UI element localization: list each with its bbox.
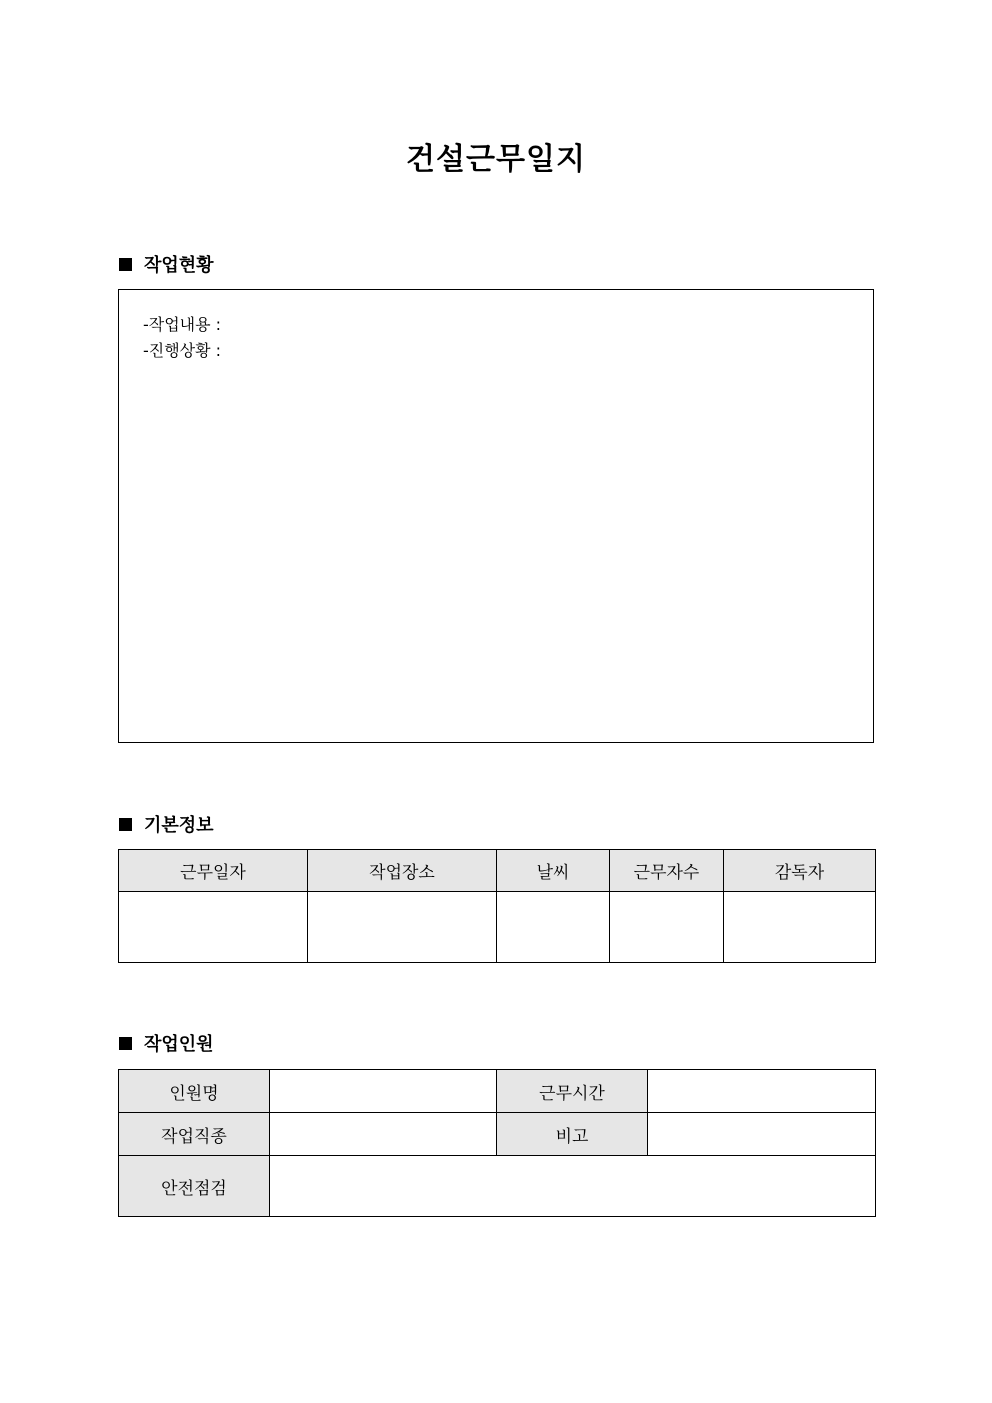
square-bullet-icon [119,818,132,831]
section-heading-label: 작업인원 [144,1034,214,1055]
work-status-box[interactable] [118,289,874,743]
cell-work-hours[interactable] [648,1070,876,1113]
section-heading-basic-info [119,811,214,837]
cell-job-type[interactable] [270,1113,497,1156]
label-remarks: 비고 [497,1113,648,1156]
section-heading-work-status [119,251,214,277]
cell-work-date[interactable] [119,892,308,963]
cell-work-site[interactable] [308,892,497,963]
cell-worker-count[interactable] [610,892,724,963]
column-header-work-date: 근무일자 [119,850,308,892]
cell-supervisor[interactable] [724,892,876,963]
basic-info-table [118,849,876,963]
document-title: 건설근무일지 [406,142,586,177]
section-heading-label: 작업현황 [144,255,214,276]
cell-worker-name[interactable] [270,1070,497,1113]
cell-safety-check[interactable] [270,1156,876,1217]
progress-status-line: -진행상황 : [143,341,222,360]
cell-weather[interactable] [497,892,610,963]
work-content-line: -작업내용 : [143,315,222,334]
label-safety-check: 안전점검 [119,1156,270,1217]
label-worker-name: 인원명 [119,1070,270,1113]
label-job-type: 작업직종 [119,1113,270,1156]
square-bullet-icon [119,258,132,271]
column-header-work-site: 작업장소 [308,850,497,892]
column-header-supervisor: 감독자 [724,850,876,892]
workers-table [118,1069,876,1217]
label-work-hours: 근무시간 [497,1070,648,1113]
column-header-weather: 날씨 [497,850,610,892]
section-heading-label: 기본정보 [144,815,214,836]
section-heading-workers [119,1030,214,1056]
cell-remarks[interactable] [648,1113,876,1156]
square-bullet-icon [119,1037,132,1050]
column-header-worker-count: 근무자수 [610,850,724,892]
